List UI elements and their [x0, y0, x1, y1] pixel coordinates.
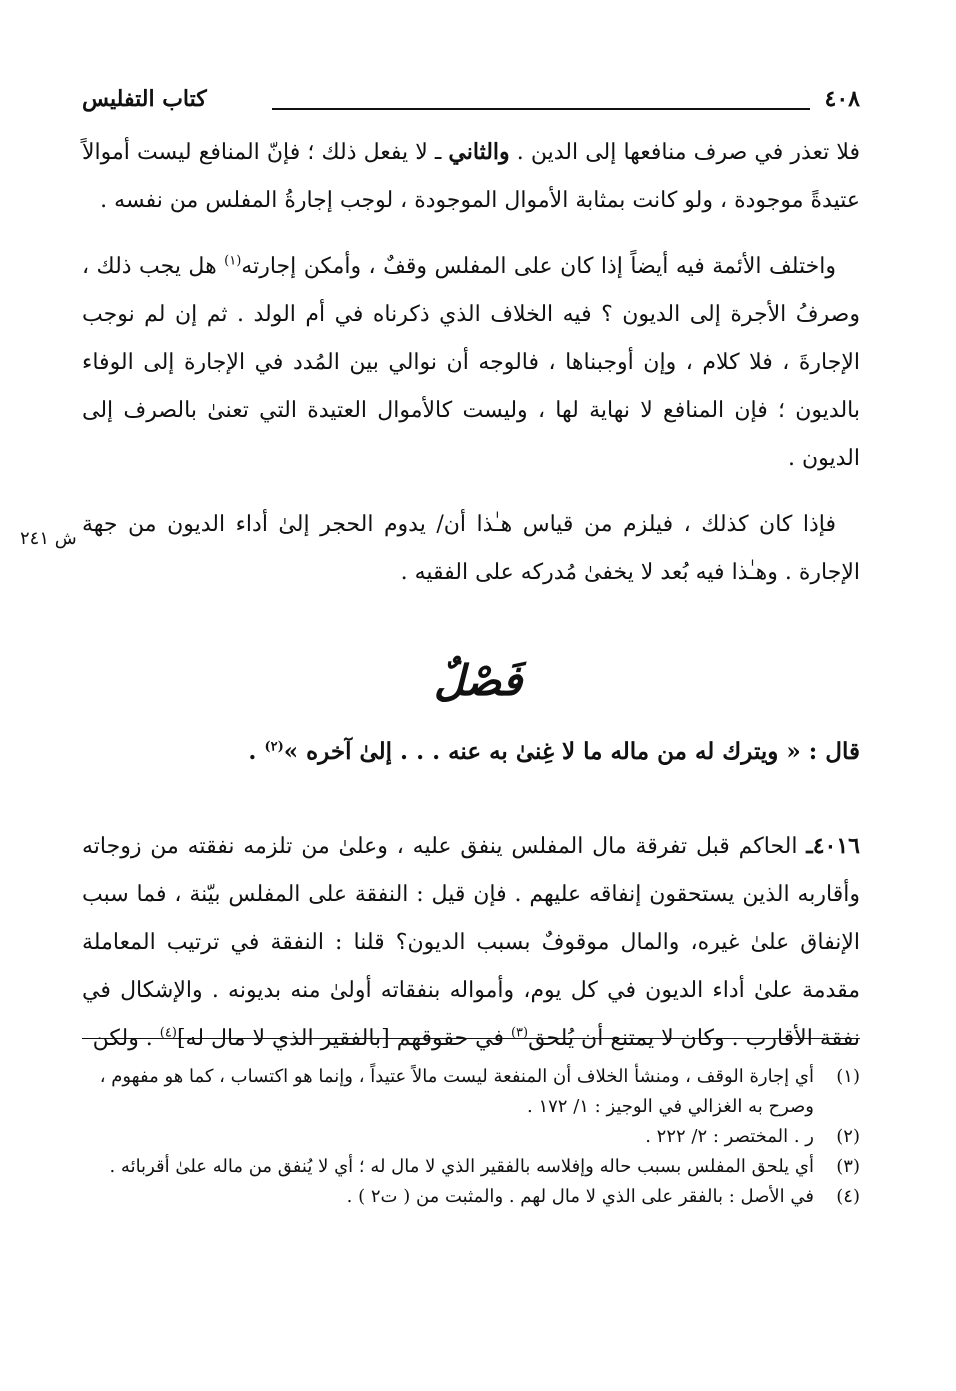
paragraph-1-text-b: ـ لا يفعل ذلك ؛ فإنّ المنافع ليست أموالاً عتيدةً موجودة ، ولو كانت بمثابة الأموال الموجودة ، لوجب إجارةُ المفلس من نفسه . — [82, 140, 860, 213]
paragraph-4016-text-b: في حقوقهم [بالفقير الذي لا مال له] — [176, 1026, 511, 1051]
paragraph-2-text-a: واختلف الأئمة فيه أيضاً إذا كان على المفلس وقفٌ ، وأمكن إجارته — [241, 254, 837, 279]
quoted-heading-text: قال : « ويترك له من ماله ما لا غِنىٰ به عنه . . . إلىٰ آخره » — [283, 738, 860, 765]
paragraph-3-text: فإذا كان كذلك ، فيلزم من قياس هـٰذا أن/ يدوم الحجر إلىٰ أداء الديون من جهة الإجارة . وهـٰذا فيه بُعد لا يخفىٰ مُدركه على الفقيه . — [82, 512, 860, 585]
footnote-ref-3: (٣) — [510, 1025, 529, 1041]
footnote-ref-2: (٢) — [264, 739, 284, 755]
paragraph-1-bold: والثاني — [448, 139, 510, 165]
footnote-1 — [82, 1062, 860, 1122]
paragraph-3 — [82, 501, 860, 597]
quoted-heading — [82, 728, 860, 776]
quoted-heading-end: . — [248, 738, 265, 765]
paragraph-1-text-a: فلا تعذر في صرف منافعها إلى الدين . — [509, 140, 860, 165]
footnote-3 — [82, 1152, 860, 1182]
header-rule — [272, 108, 810, 110]
footnote-2-number: (٢) — [836, 1126, 860, 1147]
section-heading: فَصْلٌ — [433, 656, 523, 705]
paragraph-4016-text-a: الحاكم قبل تفرقة مال المفلس ينفق عليه ، وعلىٰ من تلزمه نفقته من زوجاته وأقاربه الذين يستحقون إنفاقه عليهم . فإن قيل : النفقة على المفلس بيّنة ، فما سبب الإنفاق علىٰ غيره، والمال موقوفٌ بسبب الديون؟ قلنا : النفقة في ترتيب المعاملة مقدمة علىٰ أداء الديون في كل يوم، وأمواله بنفقاته أولىٰ منه بديونه . والإشكال في نفقة الأقارب . وكان لا يمتنع أن يُلحق — [82, 834, 860, 1051]
margin-note: ش ٢٤١ — [20, 528, 77, 549]
paragraph-4016-text-c: . ولكن — [92, 1026, 160, 1051]
footnote-2-text: ر . المختصر : ٢/ ٢٢٢ . — [645, 1126, 814, 1147]
paragraph-1 — [82, 128, 860, 225]
footnote-1-number: (١) — [836, 1066, 860, 1087]
page-header — [82, 84, 860, 118]
footnote-rule — [82, 1038, 860, 1039]
page-number: ٤٠٨ — [824, 86, 860, 112]
paragraph-number: ٤٠١٦ـ — [806, 833, 860, 859]
footnote-ref-1: (١) — [224, 253, 242, 269]
book-title: كتاب التفليس — [82, 86, 207, 112]
paragraph-2 — [82, 243, 860, 483]
footnote-3-number: (٣) — [836, 1156, 860, 1177]
footnote-1-text: أي إجارة الوقف ، ومنشأ الخلاف أن المنفعة ليست مالاً عتيداً ، وإنما هو اكتساب ، كما هو مفهوم ، وصرح به الغزالي في الوجيز : ١/ ١٧٢ . — [99, 1066, 814, 1117]
paragraph-2-text-b: هل يجب ذلك ، وصرفُ الأجرة إلى الديون ؟ فيه الخلاف الذي ذكرناه في أم الولد . ثم إن لم نوجب الإجارةَ ، فلا كلام ، وإن أوجبناها ، فالوجه أن نوالي بين المُدد في الإجارة إلى الوفاء بالديون ؛ فإن المنافع لا نهاية لها ، وليست كالأموال العتيدة التي تعنىٰ بالصرف إلى الديون . — [82, 254, 860, 471]
footnote-3-text: أي يلحق المفلس بسبب حاله وإفلاسه بالفقير الذي لا مال له ؛ أي لا يُنفق من ماله علىٰ أقربائه . — [109, 1156, 814, 1177]
footnotes — [82, 1062, 860, 1212]
body-text-main — [82, 800, 860, 1085]
footnote-4-number: (٤) — [836, 1186, 860, 1207]
footnote-2 — [82, 1122, 860, 1152]
paragraph-4016 — [82, 822, 860, 1063]
body-text-top — [82, 128, 860, 597]
footnote-4-text: في الأصل : بالفقر على الذي لا مال لهم . والمثبت من ( ت٢ ) . — [346, 1186, 814, 1207]
footnote-4 — [82, 1182, 860, 1212]
footnote-ref-4: (٤) — [159, 1025, 177, 1041]
